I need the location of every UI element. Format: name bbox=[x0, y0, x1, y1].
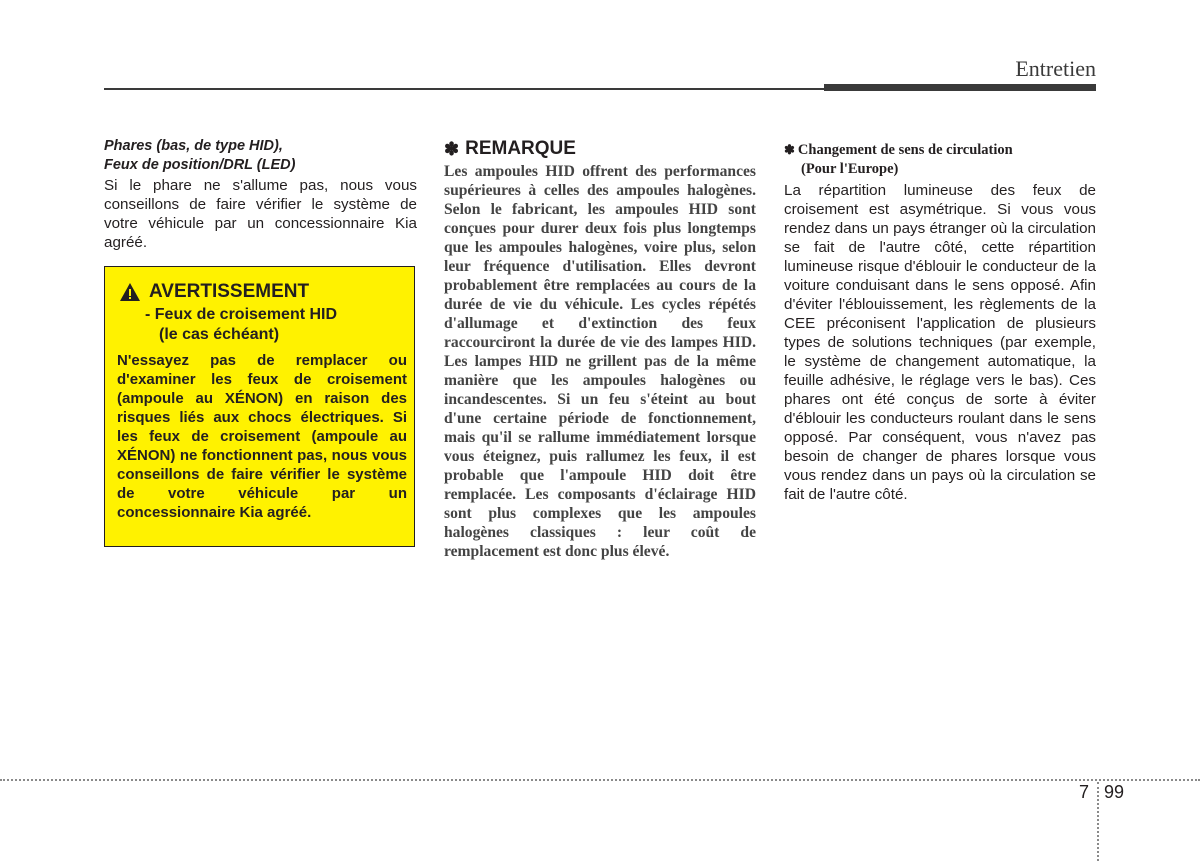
subsection-title bbox=[784, 140, 1096, 179]
warning-subtitle-line1: - Feux de croisement HID bbox=[145, 306, 338, 323]
page-number: 99 bbox=[1104, 782, 1125, 802]
traffic-direction-section bbox=[784, 140, 1096, 504]
warning-heading-row bbox=[119, 281, 309, 303]
note-heading-row bbox=[444, 138, 756, 160]
note-section bbox=[444, 138, 756, 561]
header-rule-thick bbox=[824, 84, 1096, 91]
header-rule bbox=[104, 88, 826, 90]
warning-body: N'essayez pas de remplacer ou d'examiner les feux de croisement (ampoule au XÉNON) en raison des risques liés aux chocs électriques. Si les feux de croisement (ampoule au XÉNON) ne fonctionnent pas, nous vous conseillons de faire vérifier le système de votre véhicule par un concessionnaire Kia agréé. bbox=[117, 352, 407, 521]
page-header-title: Entretien bbox=[1015, 56, 1096, 81]
note-star-icon: ✽ bbox=[444, 138, 460, 159]
subsection-title-line2: (Pour l'Europe) bbox=[801, 161, 899, 177]
warning-box bbox=[104, 266, 415, 547]
section-body: Si le phare ne s'allume pas, nous vous conseillons de faire vérifier le système de votre véhicule par un concessionnaire Kia agréé. bbox=[104, 177, 417, 251]
section-title bbox=[104, 137, 417, 175]
warning-heading: AVERTISSEMENT bbox=[149, 281, 310, 302]
section-title-line2: Feux de position/DRL (LED) bbox=[104, 157, 296, 173]
subsection-title-line1: Changement de sens de circulation bbox=[797, 142, 1013, 158]
headlamp-section bbox=[104, 137, 417, 252]
note-body: Les ampoules HID offrent des performances supérieures à celles des ampoules halogènes. Selon le fabricant, les ampoules HID sont conçues pour durer deux fois plus longtemps que les ampoules halogènes, voire plus, selon leur fréquence d'utilisation. Elles devront probablement être remplacées au cours de la durée de vie du véhicule. Les cycles répétés d'allumage et d'extinction des feux raccourciront la durée de vie des lampes HID. Les lampes HID ne grillent pas de la même manière que les ampoules halogènes ou incandescentes. Si un feu s'éteint au bout d'une certaine période de fonctionnement, mais qu'il se rallume immédiatement lorsque vous éteignez, puis rallumez les feux, il est probable que l'ampoule HID doit être remplacée. Les composants d'éclairage HID sont plus complexes que les ampoules halogènes classiques : leur coût de remplacement est donc plus élevé. bbox=[444, 163, 756, 560]
subsection-star-icon: ✽ bbox=[784, 142, 795, 157]
footer-divider bbox=[0, 779, 1200, 781]
footer-vertical-divider bbox=[1097, 782, 1099, 861]
note-heading: REMARQUE bbox=[465, 138, 576, 159]
chapter-number: 7 bbox=[1079, 782, 1090, 802]
warning-subtitle bbox=[145, 305, 337, 345]
subsection-body: La répartition lumineuse des feux de croisement est asymétrique. Si vous vous rendez dans un pays étranger où la circulation se fait de l'autre côté, cette répartition lumineuse risque d'éblouir le conducteur de la voiture conduisant dans le sens opposé. Afin d'éviter l'éblouissement, les règlements de la CEE préconisent l'application de plusieurs types de solutions techniques (par exemple, le système de changement automatique, la feuille adhésive, le réglage vers le bas). Ces phares ont été conçus de sorte à éviter d'éblouir les conducteurs roulant dans le sens opposé. Par conséquent, vous n'avez pas besoin de changer de phares lorsque vous vous rendez dans un pays où la circulation se fait de l'autre côté. bbox=[784, 182, 1096, 503]
warning-subtitle-line2: (le cas échéant) bbox=[159, 326, 280, 343]
warning-triangle-icon bbox=[119, 282, 141, 302]
section-title-line1: Phares (bas, de type HID), bbox=[104, 138, 283, 154]
